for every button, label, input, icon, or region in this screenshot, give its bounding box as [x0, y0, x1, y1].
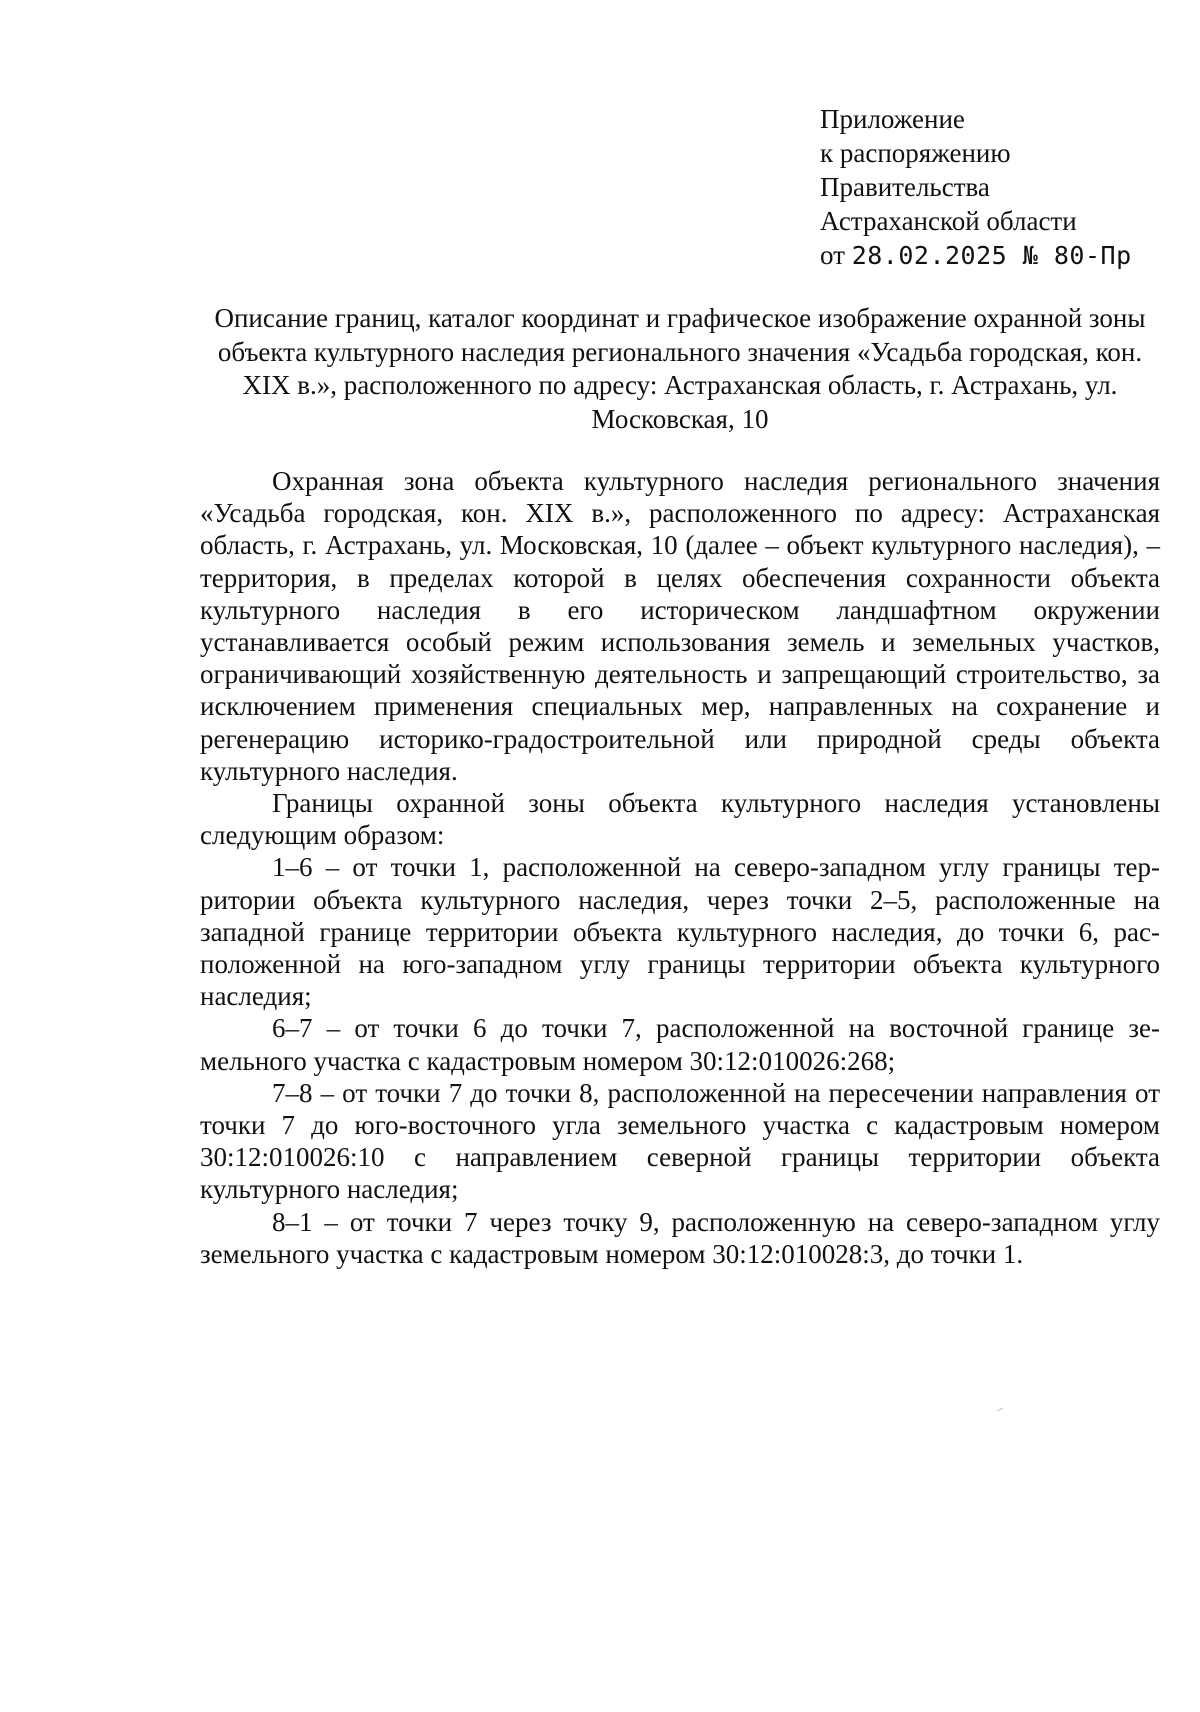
- document-date-number: 28.02.2025 № 80-Пр: [851, 241, 1132, 270]
- header-line-region: Астраханской области: [820, 206, 1077, 236]
- date-prefix: от: [820, 240, 845, 270]
- header-line-appendix: Приложение: [820, 104, 965, 134]
- boundary-item-6-7: 6–7 – от точки 6 до точки 7, расположенной на восточной границе земельного участка с кадастровым номером 30:12:010026:268;: [200, 1013, 1160, 1076]
- boundary-item-8-1: 8–1 – от точки 7 через точку 9, расположенную на северо-западном углу земельного участка с кадастровым номером 30:12:010028:3, до точки 1.: [200, 1206, 1160, 1269]
- header-line-order: к распоряжению: [820, 138, 1011, 168]
- boundary-item-7-8: 7–8 – от точки 7 до точки 8, расположенной на пересечении направления от точки 7 до юго-восточного угла земельного участка с кадастровым номером 30:12:010026:10 с направлением северной границы территории объекта культурного наследия;: [200, 1077, 1160, 1205]
- document-body: [200, 465, 1160, 1270]
- paragraph-boundaries-intro: Границы охранной зоны объекта культурного наследия установлены следующим образом:: [200, 788, 1160, 851]
- boundary-item-1-6: 1–6 – от точки 1, расположенной на северо-западном углу границы территории объекта культурного наследия, через точки 2–5, расположенные на западной границе территории объекта культурного наследия, до точки 6, расположенной на юго-западном углу границы территории объекта культурного наследия;: [200, 852, 1160, 1012]
- document-title: Описание границ, каталог координат и графическое изображение охранной зоны объекта культурного наследия регионального значения «Усадьба городская, кон. XIX в.», расположенного по адресу: Астраханская область, г. Астрахань, ул. Московская, 10: [214, 303, 1146, 434]
- appendix-header: [820, 102, 1180, 273]
- paragraph-zone-definition: Охранная зона объекта культурного наследия регионального значения «Усадьба городская, кон. XIX в.», расположенного по адресу: Астраханская область, г. Астрахань, ул. Московская, 10 (далее – объект культурного наследия), – территория, в пределах которой в целях обеспечения сохранности объекта культурного наследия в его историческом ландшафтном окружении устанавливается особый режим использования земель и земельных участков, ограничивающий хозяйственную деятельность и запрещающий строительство, за исключением применения специальных мер, направленных на сохранение и регенерацию историко-градостроительной или природной среды объекта культурного наследия.: [200, 466, 1160, 786]
- header-date-line: [820, 238, 1180, 273]
- header-line-government: Правительства: [820, 172, 990, 202]
- scan-artifact-mark: [997, 1408, 1003, 1412]
